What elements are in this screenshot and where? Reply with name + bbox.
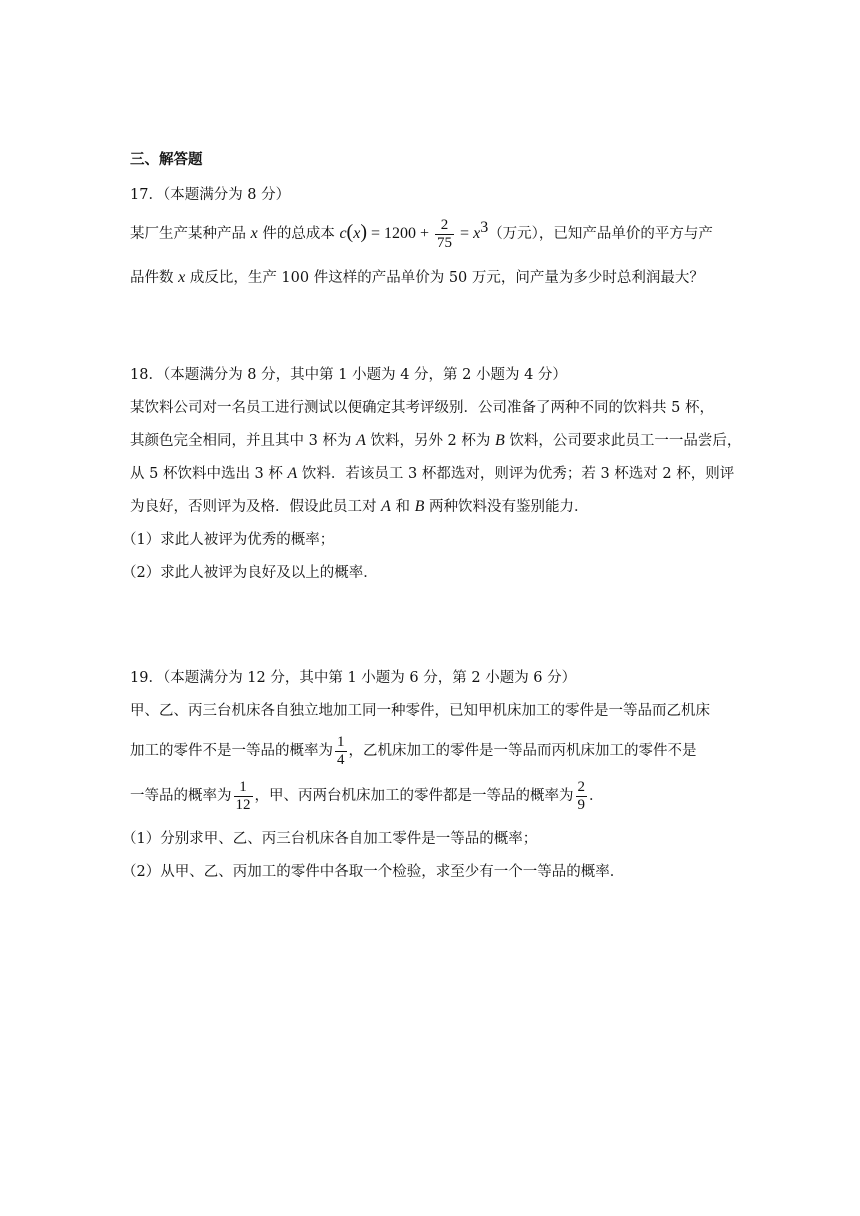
- q19-text: 加工的零件不是一等品的概率为: [130, 743, 333, 759]
- q17-text: 品件数: [130, 270, 179, 286]
- q17-fraction: [435, 217, 454, 252]
- q17-frac-num: 2: [435, 217, 454, 235]
- q18-part1: （1）求此人被评为优秀的概率；: [122, 532, 335, 548]
- q19-line1: 甲、乙、丙三台机床各自独立地加工同一种零件，已知甲机床加工的零件是一等品而乙机床: [130, 703, 710, 719]
- q18-var-b: B: [414, 498, 425, 515]
- q17-paren: ): [360, 221, 367, 243]
- q18-text: 饮料．若该员工 3 杯都选对，则评为优秀；若 3 杯选对 2 杯，则评: [297, 466, 735, 482]
- q19-part2: （2）从甲、乙、丙加工的零件中各取一个检验，求至少有一个一等品的概率．: [122, 864, 625, 880]
- q18-text: 和: [390, 499, 415, 515]
- q19-line3: [130, 776, 604, 816]
- q18-text: 饮料，另外 2 杯为: [365, 433, 496, 449]
- q19-fraction-2: [234, 779, 253, 814]
- q19-text: ，乙机床加工的零件是一等品而丙机床加工的零件不是: [348, 743, 697, 759]
- q17-var-x: x: [250, 225, 258, 242]
- q18-text: 为良好，否则评为及格．假设此员工对: [130, 499, 382, 515]
- q17-header: 17．（本题满分为 8 分）: [130, 187, 291, 203]
- q19-f2-num: 1: [234, 779, 253, 797]
- q18-line4: [130, 497, 589, 517]
- q19-part1: （1）分别求甲、乙、丙三台机床各自加工零件是一等品的概率；: [122, 831, 538, 847]
- q18-part2: （2）求此人被评为良好及以上的概率．: [122, 565, 378, 581]
- q19-text: ．: [589, 788, 604, 804]
- q18-var-a: A: [381, 498, 391, 515]
- q19-text: ，甲、丙两台机床加工的零件都是一等品的概率为: [254, 788, 574, 804]
- q18-text: 从 5 杯饮料中选出 3 杯: [130, 466, 288, 482]
- q17-text: （万元），已知产品单价的平方与产: [488, 226, 713, 242]
- q19-fraction-3: [576, 779, 588, 814]
- q17-fn-c: c: [339, 225, 347, 242]
- q18-text: 饮料，公司要求此员工一一品尝后，: [504, 433, 742, 449]
- q18-line3: [130, 464, 734, 484]
- q18-text: 其颜色完全相同，并且其中 3 杯为: [130, 433, 357, 449]
- q17-eq: = 1200 +: [367, 225, 434, 242]
- q18-line2: [130, 431, 741, 451]
- q18-header: 18．（本题满分为 8 分，其中第 1 小题为 4 分，第 2 小题为 4 分）: [130, 367, 567, 383]
- q18-line1: 某饮料公司对一名员工进行测试以便确定其考评级别．公司准备了两种不同的饮料共 5 杯，: [130, 400, 714, 416]
- q19-f1-den: 4: [337, 751, 345, 768]
- section-title: 三、解答题: [130, 151, 203, 168]
- q17-text: 件的总成本: [257, 226, 340, 242]
- q17-var-x: x: [178, 269, 186, 286]
- q19-f1-num: 1: [337, 733, 345, 750]
- q19-f3-num: 2: [577, 778, 585, 795]
- q17-fn-arg: x: [353, 225, 361, 242]
- q19-text: 一等品的概率为: [130, 788, 232, 804]
- q17-line2: [130, 268, 704, 288]
- q18-var-a: A: [356, 432, 366, 449]
- q17-pow-exp: 3: [480, 219, 489, 236]
- q17-line1: [130, 213, 713, 253]
- q17-text: 某厂生产某种产品: [130, 226, 251, 242]
- q17-text: 成反比，生产 100 件这样的产品单价为 50 万元，问产量为多少时总利润最大？: [185, 270, 704, 286]
- q17-frac-den: 75: [437, 234, 453, 251]
- q17-eq: =: [456, 225, 474, 242]
- q17-paren: (: [346, 221, 354, 243]
- q19-f2-den: 12: [235, 796, 251, 813]
- q18-var-a: A: [287, 465, 298, 482]
- q19-fraction-1: [335, 734, 347, 769]
- q19-f3-den: 9: [577, 796, 585, 813]
- q19-header: 19．（本题满分为 12 分，其中第 1 小题为 6 分，第 2 小题为 6 分）: [130, 670, 577, 686]
- q19-line2: [130, 731, 697, 771]
- q17-pow-base: x: [473, 225, 481, 242]
- q18-text: 两种饮料没有鉴别能力．: [424, 499, 589, 515]
- q18-var-b: B: [495, 432, 505, 449]
